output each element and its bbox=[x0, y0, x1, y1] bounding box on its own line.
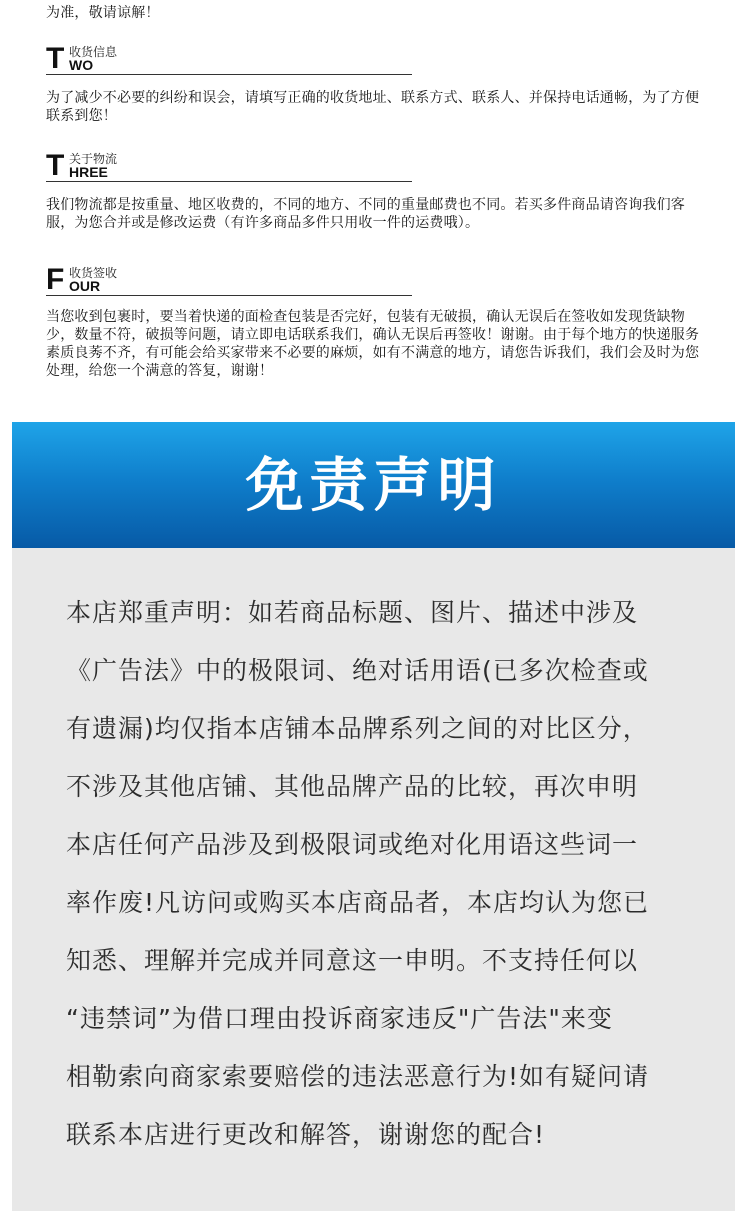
section-four-letter-rest: OUR bbox=[69, 278, 101, 294]
section-two-divider bbox=[46, 74, 412, 75]
disclaimer-title: 免责声明 bbox=[245, 451, 502, 519]
disclaimer-line: 《广告法》中的极限词、绝对话用语(已多次检查或 bbox=[66, 656, 649, 685]
section-four-body: 当您收到包裹时，要当着快递的面检查包装是否完好，包装有无破损，确认无误后在签收如发现货缺物少，数量不符，破损等问题，请立即电话联系我们，确认无误后再签收！谢谢。由于每个地方的快递服务素质良莠不齐，有可能会给买家带来不必要的麻烦，如有不满意的地方，请您告诉我们，我们会及时为您处理，给您一个满意的答复，谢谢！ bbox=[46, 309, 700, 379]
disclaimer-line: “违禁词”为借口理由投诉商家违反"广告法"来变 bbox=[66, 1004, 613, 1033]
section-four-subtitle: 收货签收 bbox=[69, 266, 118, 280]
disclaimer-line: 知悉、理解并完成并同意这一申明。不支持任何以 bbox=[66, 946, 639, 975]
disclaimer-line: 率作废!凡访问或购买本店商品者，本店均认为您已 bbox=[66, 888, 650, 917]
section-two-subtitle: 收货信息 bbox=[69, 45, 118, 59]
section-four-divider bbox=[46, 295, 412, 296]
section-three-heading bbox=[46, 149, 412, 182]
disclaimer-line: 有遗漏)均仅指本店铺本品牌系列之间的对比区分， bbox=[66, 714, 649, 743]
intro-tail-text: 为准，敬请谅解！ bbox=[46, 5, 160, 21]
section-three-subtitle: 关于物流 bbox=[69, 152, 118, 166]
disclaimer-line: 相勒索向商家索要赔偿的违法恶意行为!如有疑问请 bbox=[66, 1062, 650, 1091]
section-two-body: 为了减少不必要的纠纷和误会，请填写正确的收货地址、联系方式、联系人、并保持电话通畅，为了方便联系到您！ bbox=[46, 90, 700, 124]
section-three-body: 我们物流都是按重量、地区收费的，不同的地方、不同的重量邮费也不同。若买多件商品请咨询我们客服，为您合并或是修改运费（有许多商品多件只用收一件的运费哦）。 bbox=[46, 197, 685, 231]
disclaimer-line: 不涉及其他店铺、其他品牌产品的比较，再次申明 bbox=[66, 772, 639, 801]
section-four-letter: F bbox=[46, 263, 65, 296]
section-four-heading bbox=[46, 263, 412, 296]
disclaimer-text bbox=[66, 584, 706, 1164]
section-two-letter: T bbox=[46, 42, 65, 75]
disclaimer-line: 本店任何产品涉及到极限词或绝对化用语这些词一 bbox=[66, 830, 639, 859]
section-three-divider bbox=[46, 181, 412, 182]
disclaimer-banner bbox=[12, 422, 735, 548]
disclaimer-line: 本店郑重声明：如若商品标题、图片、描述中涉及 bbox=[66, 598, 639, 627]
disclaimer-line: 联系本店进行更改和解答，谢谢您的配合! bbox=[66, 1120, 546, 1149]
section-three-letter: T bbox=[46, 149, 65, 182]
section-three-letter-rest: HREE bbox=[69, 164, 108, 180]
disclaimer-panel bbox=[12, 548, 735, 1211]
shopping-notice-section bbox=[0, 0, 750, 420]
section-two-heading bbox=[46, 42, 412, 75]
section-two-letter-rest: WO bbox=[69, 57, 94, 73]
